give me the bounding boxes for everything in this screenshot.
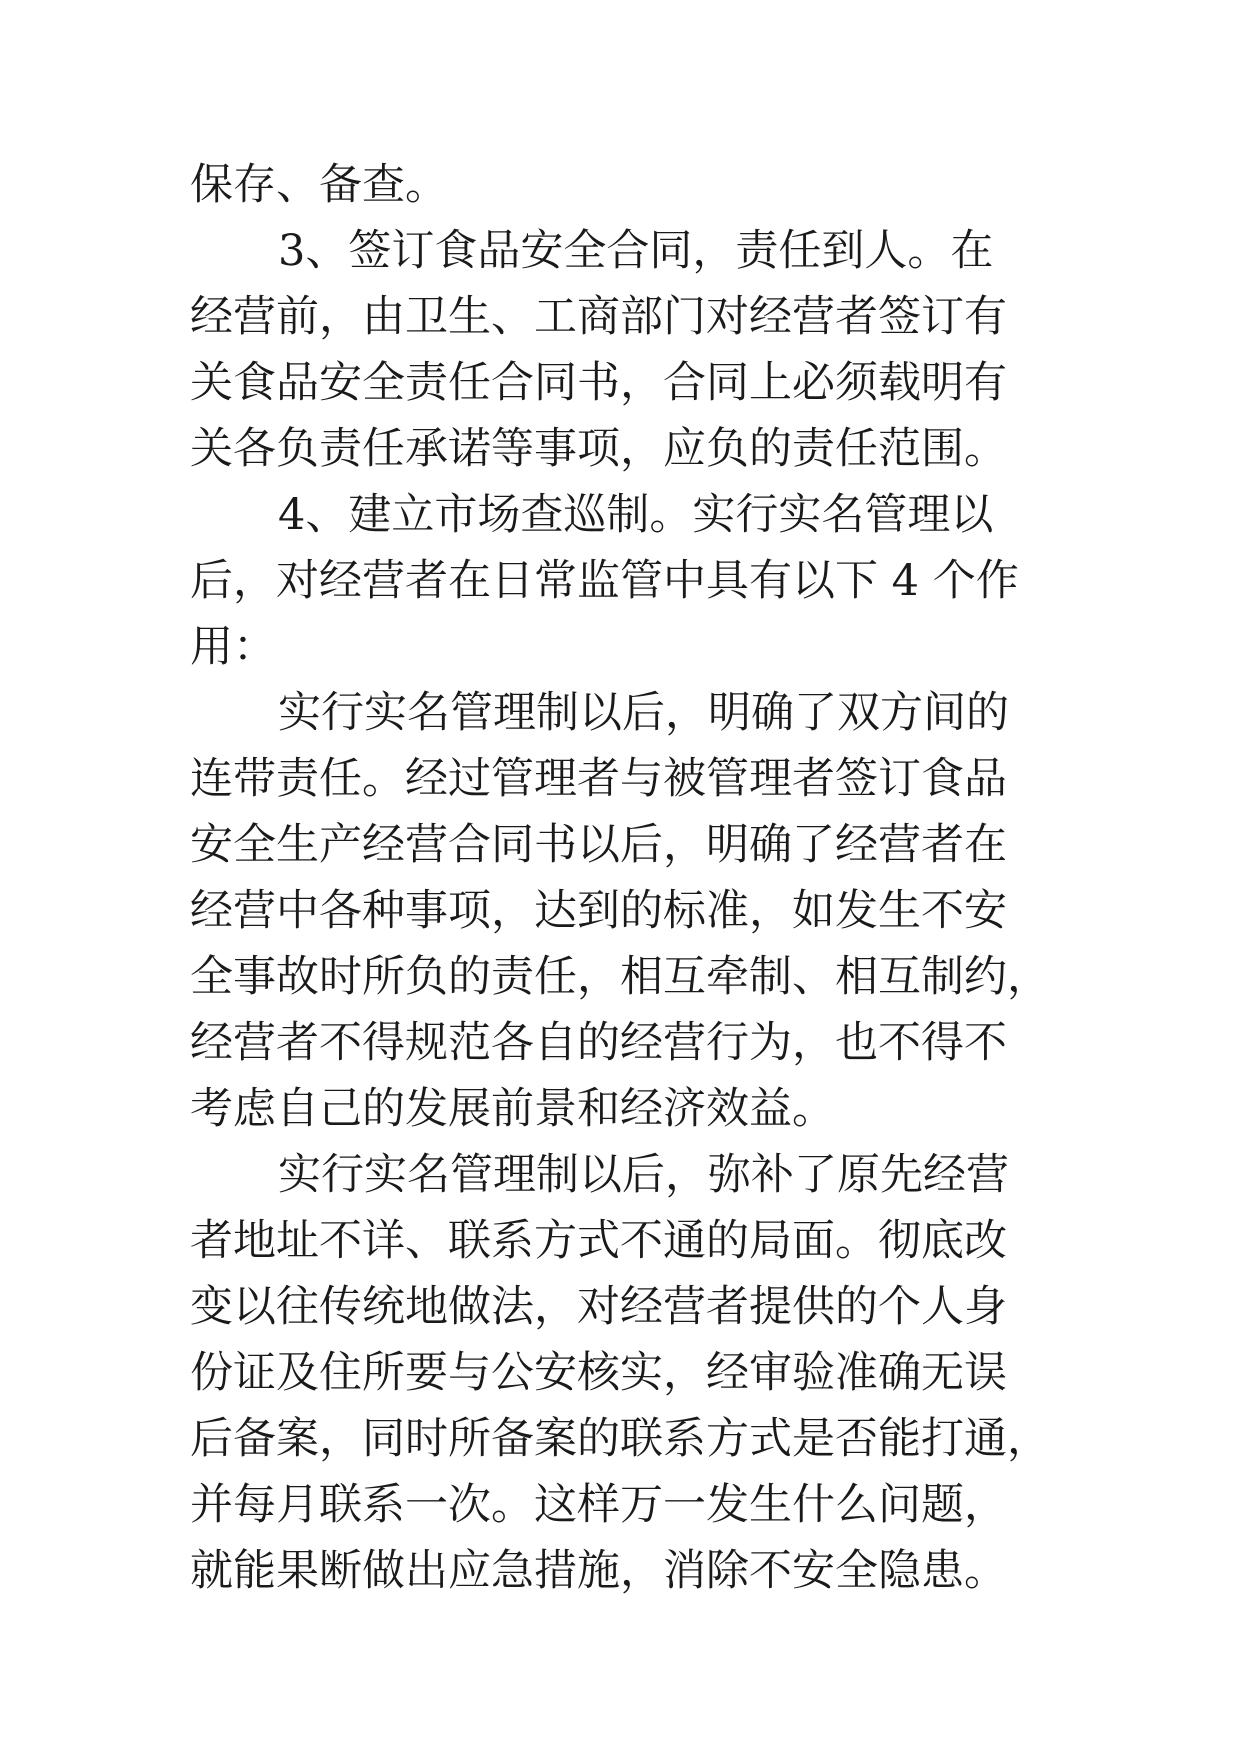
text-line: 保存、备查。 [190, 160, 448, 210]
text-line: 并每月联系一次。这样万一发生什么问题， [190, 1480, 1007, 1530]
paragraph-start-line: 实行实名管理制以后，弥补了原先经营 [278, 1150, 1009, 1200]
paragraph-start-line: 4、建立市场查巡制。实行实名管理以 [278, 490, 994, 540]
text-line: 者地址不详、联系方式不通的局面。彻底改 [190, 1216, 1007, 1266]
text-line: 连带责任。经过管理者与被管理者签订食品 [190, 754, 1007, 804]
text-line: 用： [190, 622, 276, 672]
text-line: 经营前，由卫生、工商部门对经营者签订有 [190, 292, 1007, 342]
text-line: 份证及住所要与公安核实，经审验准确无误 [190, 1348, 1007, 1398]
text-line: 经营中各种事项，达到的标准，如发生不安 [190, 886, 1007, 936]
text-line: 经营者不得规范各自的经营行为，也不得不 [190, 1018, 1007, 1068]
paragraph-start-line: 实行实名管理制以后，明确了双方间的 [278, 688, 1009, 738]
text-line: 考虑自己的发展前景和经济效益。 [190, 1084, 835, 1134]
text-line: 关食品安全责任合同书，合同上必须载明有 [190, 358, 1007, 408]
text-line: 就能果断做出应急措施，消除不安全隐患。 [190, 1546, 1007, 1596]
paragraph-start-line: 3、签订食品安全合同，责任到人。在 [278, 226, 994, 276]
text-line: 后，对经营者在日常监管中具有以下 4 个作 [190, 556, 1019, 606]
text-line: 全事故时所负的责任，相互牵制、相互制约， [190, 952, 1050, 1002]
text-line: 变以往传统地做法，对经营者提供的个人身 [190, 1282, 1007, 1332]
text-line: 后备案，同时所备案的联系方式是否能打通， [190, 1414, 1050, 1464]
body-text [190, 152, 1090, 1604]
text-line: 关各负责任承诺等事项，应负的责任范围。 [190, 424, 1007, 474]
text-line: 安全生产经营合同书以后，明确了经营者在 [190, 820, 1007, 870]
